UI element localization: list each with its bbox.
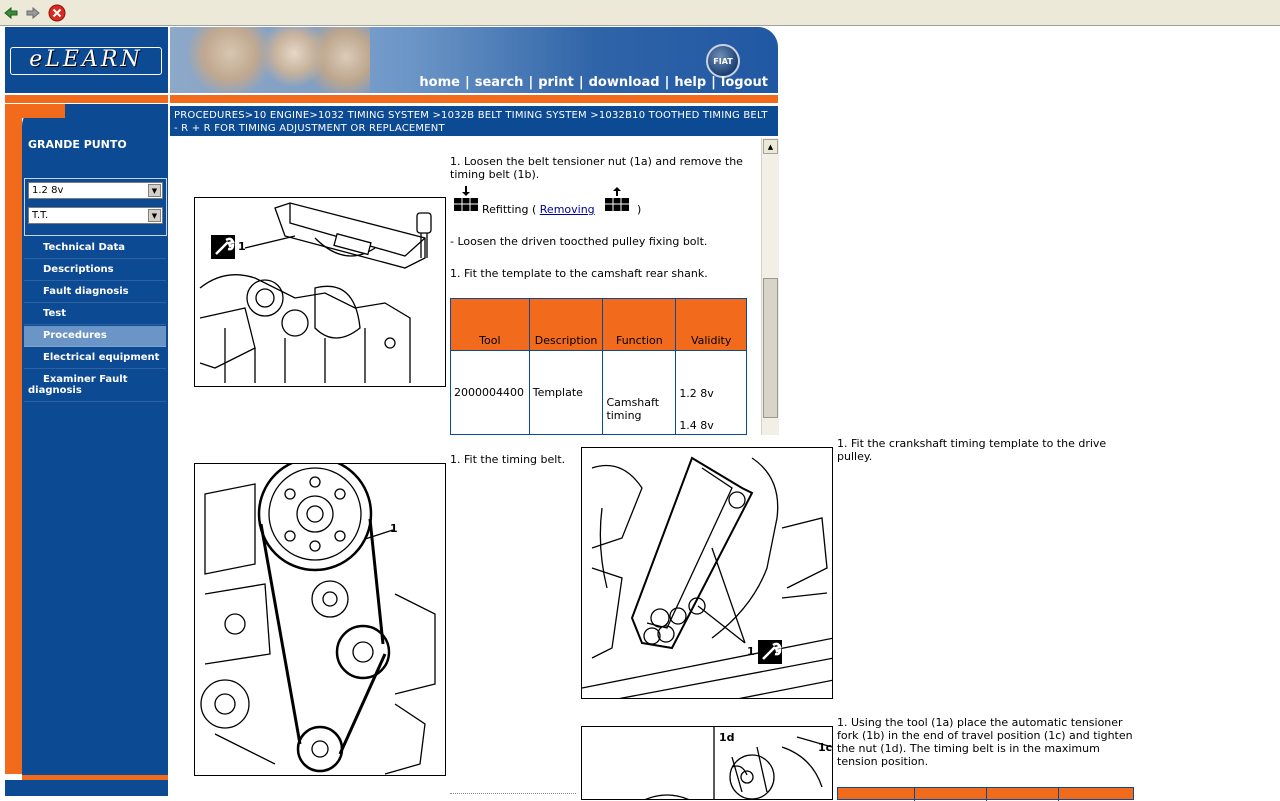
banner-photo (170, 27, 370, 93)
tool-table (450, 298, 747, 435)
step-tensioner: 1. Using the tool (1a) place the automatic tensioner fork (1b) in the end of travel position (1c) and tighten the nut (1d). The timing belt is in the maximum tension position. (837, 716, 1133, 768)
table-cell-validity (676, 351, 747, 435)
clipped-text (450, 793, 576, 796)
scroll-thumb[interactable] (763, 278, 778, 418)
engine-select-value: 1.2 8v (32, 185, 64, 196)
nav-help[interactable]: help (674, 75, 707, 90)
table-header: Function (603, 299, 676, 351)
forward-arrow-icon[interactable] (24, 4, 42, 22)
refitting-row (452, 186, 652, 216)
sidebar-item-electrical-equipment[interactable]: Electrical equipment (24, 348, 166, 369)
sidebar-item-examiner-fault-diagnosis[interactable]: Examiner Fault diagnosis (24, 370, 166, 402)
divider-bar (170, 95, 778, 103)
fiat-badge-icon: FIAT (706, 44, 740, 78)
sidebar-footer (5, 780, 168, 796)
sidebar-corner-accent (5, 104, 65, 118)
validity-value: 1.2 8v (679, 387, 714, 400)
arrow-down-icon[interactable] (452, 186, 478, 210)
figure-callout: 1 (747, 645, 755, 658)
table-row (451, 351, 747, 435)
table-cell-function: Camshaft timing (603, 351, 676, 435)
step-fit-belt: 1. Fit the timing belt. (450, 453, 566, 466)
engine-select[interactable] (28, 182, 163, 199)
refitting-close: ) (637, 203, 642, 216)
category-select[interactable] (28, 207, 163, 224)
nav-logout[interactable]: logout (720, 75, 768, 90)
breadcrumb: PROCEDURES>10 ENGINE>1032 TIMING SYSTEM >1032B BELT TIMING SYSTEM >1032B10 TOOTHED TIMING BELT - R + R FOR TIMING ADJUSTMENT OR REPLACEMENT (170, 106, 778, 136)
arrow-up-icon[interactable] (604, 186, 630, 210)
figure-callout: 1 (238, 240, 246, 253)
step-loosen-bolt: - Loosen the driven toocthed pulley fixing bolt. (450, 235, 708, 248)
scroll-up-icon[interactable]: ▲ (763, 139, 778, 154)
chevron-down-icon[interactable]: ▼ (148, 209, 161, 222)
figure-callout: 1d (719, 731, 735, 744)
step-fit-template: 1. Fit the template to the camshaft rear shank. (450, 267, 708, 280)
nav-download[interactable]: download (588, 75, 660, 90)
step-fit-crankshaft-template: 1. Fit the crankshaft timing template to the drive pulley. (837, 437, 1107, 463)
elearn-logo[interactable]: eLEARN (10, 47, 162, 75)
browser-toolbar (0, 0, 1280, 26)
figure-timing-belt (194, 463, 446, 776)
sidebar-item-descriptions[interactable]: Descriptions (24, 260, 166, 281)
figure-crankshaft-template (581, 447, 833, 699)
table-cell-description: Template (529, 351, 603, 435)
figure-camshaft-template (194, 197, 446, 387)
sidebar-item-fault-diagnosis[interactable]: Fault diagnosis (24, 282, 166, 303)
figure-tensioner (581, 726, 833, 800)
nav-print[interactable]: print (538, 75, 574, 90)
nav-search[interactable]: search (474, 75, 524, 90)
left-accent-bar (5, 104, 22, 774)
table-header: Tool (451, 299, 530, 351)
removing-link[interactable]: Removing (539, 203, 595, 216)
sidebar-item-procedures[interactable]: Procedures (24, 326, 166, 347)
model-title: GRANDE PUNTO (28, 138, 127, 151)
step-loosen-tensioner: 1. Loosen the belt tensioner nut (1a) and remove the timing belt (1b). (450, 155, 743, 181)
sidebar-item-technical-data[interactable]: Technical Data (24, 238, 166, 259)
sidebar-item-test[interactable]: Test (24, 304, 166, 325)
chevron-down-icon[interactable]: ▼ (148, 184, 161, 197)
top-nav: home | search | print | download | help | logout (419, 75, 768, 90)
table-header: Validity (676, 299, 747, 351)
figure-callout: 1c (818, 741, 833, 754)
figure-callout: 1 (390, 522, 398, 535)
table-cell-tool: 2000004400 (451, 351, 530, 435)
refitting-label: Refitting ( (482, 203, 537, 216)
nav-home[interactable]: home (419, 75, 460, 90)
back-arrow-icon[interactable] (2, 4, 20, 22)
validity-value: 1.4 8v (679, 419, 714, 432)
scrollbar[interactable] (761, 138, 779, 435)
category-select-value: T.T. (32, 210, 49, 221)
tool-table-partial (837, 787, 1134, 800)
divider-bar (5, 95, 168, 103)
stop-icon[interactable] (48, 4, 66, 22)
table-header: Description (529, 299, 603, 351)
